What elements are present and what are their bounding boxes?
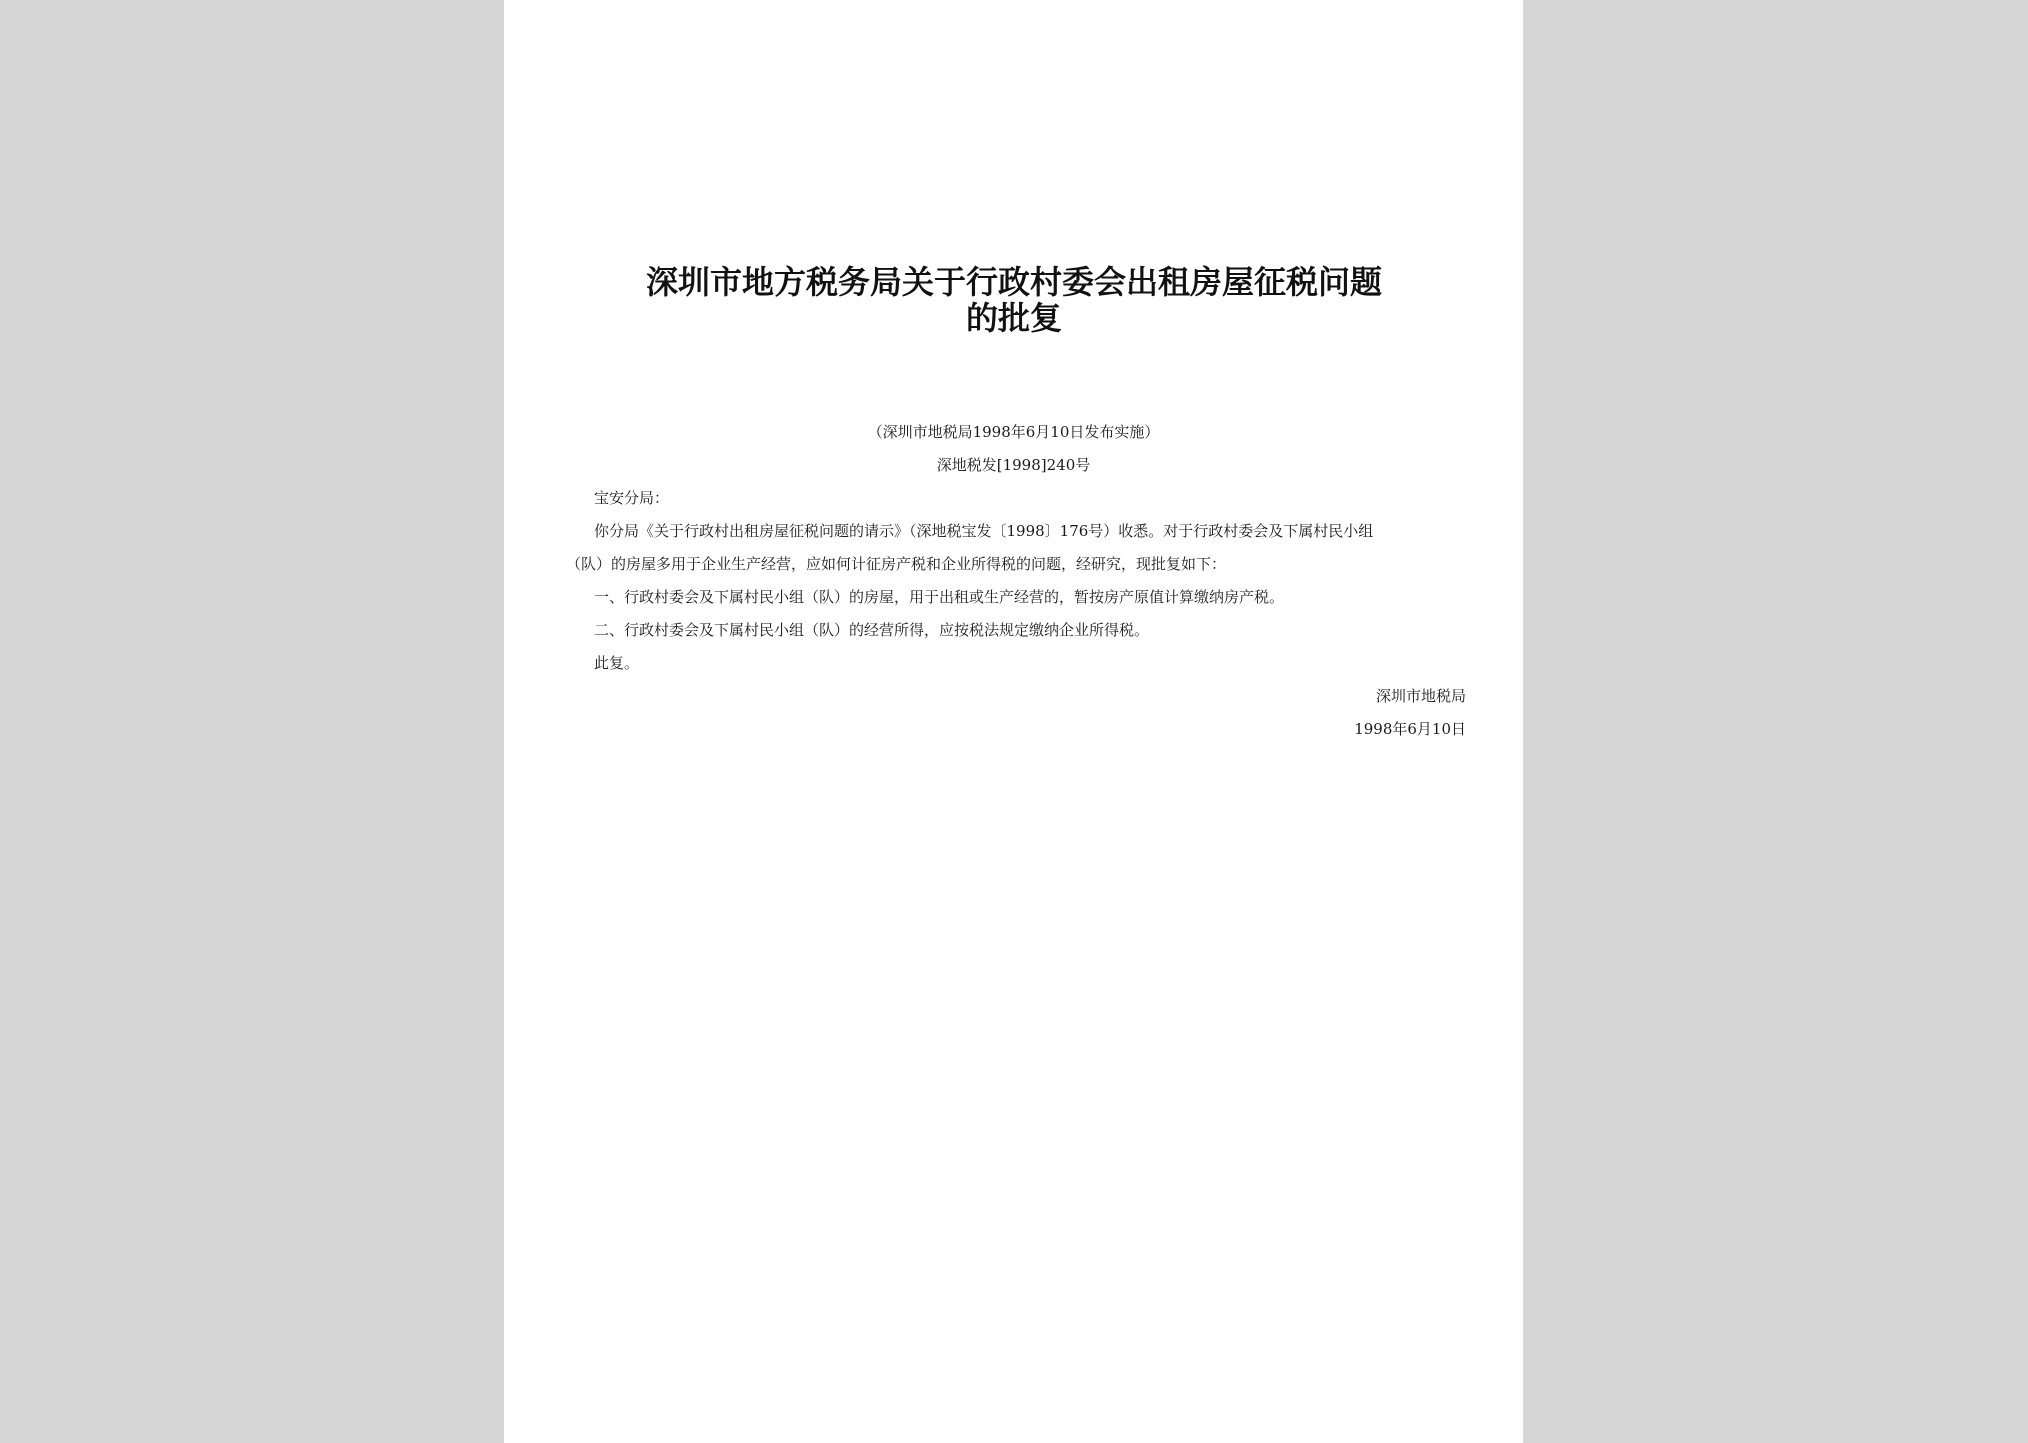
body-paragraph-1-line-2: （队）的房屋多用于企业生产经营，应如何计征房产税和企业所得税的问题，经研究，现批复如下： xyxy=(566,555,1227,573)
document-title-line-2: 的批复 xyxy=(965,299,1062,337)
body-paragraph-1-line-1: 你分局《关于行政村出租房屋征税问题的请示》（深地税宝发〔1998〕176号）收悉。对于行政村委会及下属村民小组 xyxy=(594,522,1374,540)
document-title-line-1: 深圳市地方税务局关于行政村委会出租房屋征税问题 xyxy=(645,263,1382,301)
addressee: 宝安分局： xyxy=(594,489,670,507)
document-number: 深地税发[1998]240号 xyxy=(936,456,1091,474)
reply-item-2: 二、行政村委会及下属村民小组（队）的经营所得，应按税法规定缴纳企业所得税。 xyxy=(594,621,1150,639)
closing-text: 此复。 xyxy=(594,654,640,672)
document-date: 1998年6月10日 xyxy=(1354,720,1466,738)
reply-item-1: 一、行政村委会及下属村民小组（队）的房屋，用于出租或生产经营的，暂按房产原值计算缴纳房产税。 xyxy=(594,588,1285,606)
issuance-note: （深圳市地税局1998年6月10日发布实施） xyxy=(867,423,1160,441)
document-page xyxy=(504,0,1523,1443)
signature: 深圳市地税局 xyxy=(1375,687,1466,705)
